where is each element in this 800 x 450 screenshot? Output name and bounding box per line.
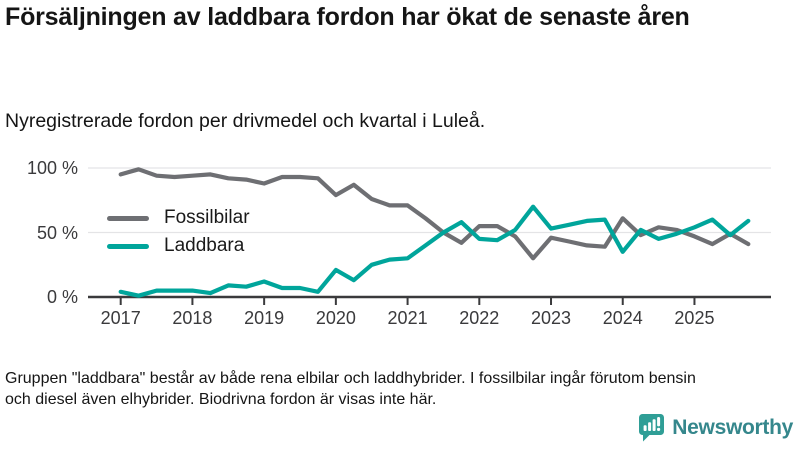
x-tick-label-2018: 2018 — [172, 308, 213, 328]
y-tick-label-0: 0 % — [46, 287, 78, 307]
newsworthy-wordmark: Newsworthy — [672, 415, 793, 439]
chart-title: Försäljningen av laddbara fordon har ökat de senaste åren — [5, 3, 690, 31]
newsworthy-branding — [638, 413, 793, 442]
y-tick-label-50: 50 % — [36, 222, 78, 243]
x-tick-label-2024: 2024 — [602, 308, 643, 328]
legend-item-fossilbilar — [107, 204, 250, 232]
x-tick-label-2023: 2023 — [530, 308, 572, 328]
chart-legend — [107, 204, 250, 260]
legend-item-laddbara — [107, 232, 250, 260]
x-tick-label-2021: 2021 — [387, 308, 428, 328]
legend-label-laddbara: Laddbara — [164, 235, 245, 256]
x-tick-label-2019: 2019 — [244, 308, 285, 328]
footnote-line-1: Gruppen "laddbara" består av både rena elbilar och laddhybrider. I fossilbilar ingår förutom bensin — [5, 370, 696, 387]
legend-swatch-fossilbilar — [107, 216, 149, 221]
x-tick-label-2022: 2022 — [459, 308, 500, 328]
footnote-line-2: och diesel även elhybrider. Biodrivna fordon är visas inte här. — [5, 391, 437, 408]
legend-swatch-laddbara — [107, 244, 149, 249]
x-tick-label-2025: 2025 — [674, 308, 715, 328]
legend-label-fossilbilar: Fossilbilar — [164, 207, 250, 228]
chart-footnote — [5, 368, 790, 410]
x-tick-label-2020: 2020 — [315, 308, 356, 328]
y-tick-label-100: 100 % — [26, 158, 78, 178]
x-tick-label-2017: 2017 — [100, 308, 141, 328]
chart-subtitle: Nyregistrerade fordon per drivmedel och kvartal i Luleå. — [5, 110, 486, 132]
newsworthy-logo-icon — [638, 413, 665, 442]
